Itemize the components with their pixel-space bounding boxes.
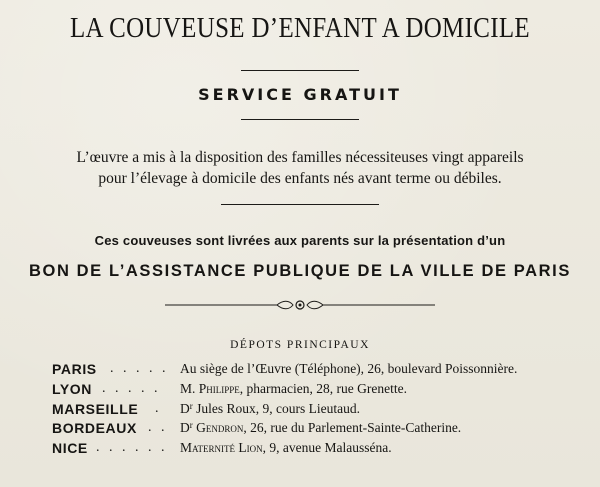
- depot-address-text: , 9, avenue Malausséna.: [262, 440, 392, 455]
- depot-prefix: M.: [180, 381, 199, 396]
- divider-top: [241, 70, 359, 71]
- depot-row-lyon: [52, 381, 592, 400]
- depot-address: [180, 420, 461, 436]
- depot-city: LYON: [52, 381, 93, 397]
- depot-address: [180, 381, 407, 397]
- depot-name: Maternité Lion: [180, 440, 263, 455]
- depot-address-text: , 26, rue du Parlement-Sainte-Catherine.: [243, 420, 462, 435]
- depot-prefix-sup: r: [189, 420, 193, 430]
- depot-address-text: Jules Roux, 9, cours Lieutaud.: [192, 401, 360, 416]
- depot-prefix: D: [180, 401, 190, 416]
- page-title: LA COUVEUSE D’ENFANT A DOMICILE: [69, 12, 531, 44]
- notice-text: Ces couveuses sont livrées aux parents sur la présentation d’un: [94, 233, 506, 248]
- depot-address-text: , pharmacien, 28, rue Grenette.: [239, 381, 407, 396]
- depot-row-bordeaux: [52, 420, 592, 439]
- intro-paragraph: [0, 147, 600, 189]
- depot-address: [180, 440, 392, 456]
- depot-row-marseille: [52, 401, 592, 420]
- depot-name: Gendron: [192, 420, 244, 435]
- depot-city: MARSEILLE: [52, 401, 139, 417]
- depot-name: Philippe: [198, 381, 240, 396]
- depot-leader: . . . . . .: [96, 440, 168, 455]
- intro-line-1: L’œuvre a mis à la disposition des familles nécessiteuses vingt appareils: [76, 149, 524, 166]
- depot-address: [180, 401, 360, 417]
- depot-city: BORDEAUX: [52, 420, 137, 436]
- subtitle: SERVICE GRATUIT: [198, 85, 402, 104]
- depot-leader: . . . . .: [102, 381, 161, 396]
- depot-row-paris: [52, 361, 592, 380]
- divider-middle: [221, 204, 379, 205]
- depot-leader: . . . . .: [110, 361, 169, 376]
- depots-heading: DÉPOTS PRINCIPAUX: [230, 339, 370, 351]
- depot-city: PARIS: [52, 361, 97, 377]
- depot-address-text: Au siège de l’Œuvre (Téléphone), 26, boulevard Poissonnière.: [180, 361, 518, 376]
- intro-line-2: pour l’élevage à domicile des enfants nés avant terme ou débiles.: [98, 170, 502, 187]
- depot-prefix: D: [180, 420, 190, 435]
- depot-city: NICE: [52, 440, 88, 456]
- ornament-divider: [165, 298, 435, 312]
- bon-heading: BON DE L’ASSISTANCE PUBLIQUE DE LA VILLE DE PARIS: [29, 262, 571, 280]
- depot-leader: . .: [148, 420, 168, 435]
- depot-address: [180, 361, 517, 377]
- depot-prefix-sup: r: [189, 401, 193, 411]
- depot-row-nice: [52, 440, 592, 459]
- depot-leader: .: [155, 401, 162, 416]
- divider-under-subtitle: [241, 119, 359, 120]
